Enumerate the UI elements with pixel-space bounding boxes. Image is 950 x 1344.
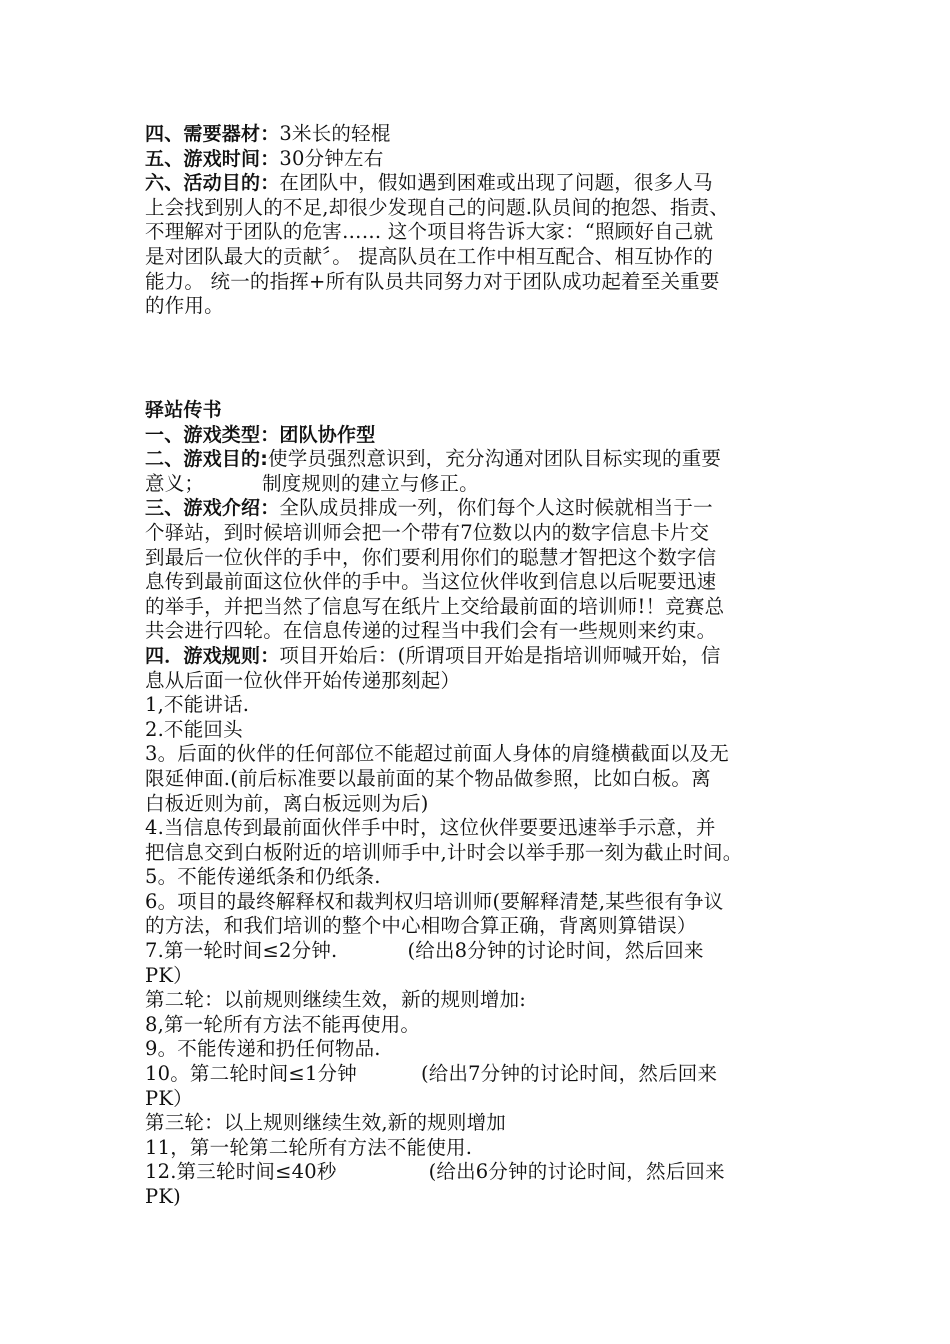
- purpose-text-line: 上会找到别人的不足,却很少发现自己的问题.队员间的抱怨、指责、: [145, 195, 730, 219]
- round3-rule: 12.第三轮时间≤40秒: [145, 1160, 337, 1184]
- round2-line: 8,第一轮所有方法不能再使用。: [145, 1012, 421, 1036]
- rule-line: 5。不能传递纸条和仍纸条.: [145, 865, 381, 889]
- goal-text: 意义；: [145, 471, 205, 495]
- round3-note-end: PK): [145, 1185, 181, 1208]
- round3-time-line: [145, 1160, 815, 1185]
- rule-line: 白板近则为前，离白板远则为后): [145, 791, 429, 815]
- rule-line: 限延伸面.(前后标准要以最前面的某个物品做参照，比如白板。离: [145, 766, 711, 790]
- purpose-text-line: 的作用。: [145, 294, 224, 318]
- intro-text: 全队成员排成一列，你们每个人这时候就相当于一: [279, 496, 713, 520]
- rule-line: 2.不能回头: [145, 717, 243, 741]
- time-line: [145, 147, 815, 172]
- purpose-line: [145, 171, 815, 196]
- round2-time-line: [145, 1062, 815, 1087]
- goal-line-2: [145, 472, 815, 497]
- intro-line: [145, 496, 815, 521]
- rules-line: [145, 644, 815, 669]
- intro-text-line: 息传到最前面这位伙伴的手中。当这位伙伴收到信息以后呢要迅速: [145, 570, 717, 594]
- rule-line: 的方法，和我们培训的整个中心相吻合算正确，背离则算错误）: [145, 914, 697, 938]
- section-b: [145, 398, 815, 1210]
- rule-line: 3。后面的伙伴的任何部位不能超过前面人身体的肩缝横截面以及无: [145, 742, 729, 766]
- time-value: 30分钟左右: [279, 146, 384, 170]
- goal-label: 二、游戏目的:: [145, 448, 268, 471]
- round2-rule: 10。第二轮时间≤1分钟: [145, 1062, 357, 1086]
- time-label: 五、游戏时间：: [145, 147, 280, 170]
- rule-line: 把信息交到白板附近的培训师手中,计时会以举手那一刻为截止时间。: [145, 840, 743, 864]
- round2-note-end: PK）: [145, 1086, 193, 1110]
- rules-label: 四．游戏规则：: [145, 644, 280, 667]
- purpose-label: 六、活动目的：: [145, 172, 280, 195]
- purpose-text-line: 在团队中，假如遇到困难或出现了问题，很多人马: [279, 171, 713, 195]
- goal-line: [145, 447, 815, 472]
- round3-note: (给出6分钟的讨论时间，然后回来: [428, 1160, 725, 1184]
- intro-text-line: 个驿站，到时候培训师会把一个带有7位数以内的数字信息卡片交: [145, 520, 710, 544]
- rule-line: 1,不能讲话.: [145, 693, 250, 717]
- goal-text: 使学员强烈意识到，充分沟通对团队目标实现的重要: [268, 447, 722, 471]
- rule-line: 息从后面一位伙伴开始传递那刻起）: [145, 668, 461, 692]
- equipment-value: 3米长的轻棍: [279, 122, 391, 145]
- equipment-line: [145, 122, 815, 147]
- round1-rule: 7.第一轮时间≤2分钟.: [145, 939, 338, 963]
- purpose-text-line: 能力。 统一的指挥+所有队员共同努力对于团队成功起着至关重要: [145, 269, 720, 293]
- intro-text-line: 共会进行四轮。在信息传递的过程当中我们会有一些规则来约束。: [145, 619, 717, 643]
- round3-line: 第三轮：以上规则继续生效,新的规则增加: [145, 1111, 506, 1135]
- equipment-label: 四、需要器材：: [145, 123, 280, 145]
- purpose-text-line: 不理解对于团队的危害…… 这个项目将告诉大家：“照顾好自己就: [145, 220, 714, 244]
- goal-text: 制度规则的建立与修正。: [262, 471, 479, 495]
- round2-line: 第二轮：以前规则继续生效，新的规则增加:: [145, 988, 527, 1012]
- section-a: [145, 122, 815, 319]
- intro-text-line: 到最后一位伙伴的手中，你们要利用你们的聪慧才智把这个数字信: [145, 545, 717, 569]
- round3-line: 11，第一轮第二轮所有方法不能使用.: [145, 1135, 473, 1159]
- section-title: 驿站传书: [145, 399, 222, 421]
- rule-line: 6。项目的最终解释权和裁判权归培训师(要解释清楚,某些很有争议: [145, 889, 724, 913]
- round2-line: 9。不能传递和扔任何物品.: [145, 1037, 381, 1061]
- rules-text: 项目开始后：(所谓项目开始是指培训师喊开始，信: [279, 643, 721, 667]
- round1-note-end: PK）: [145, 963, 193, 987]
- intro-text-line: 的举手，并把当然了信息写在纸片上交给最前面的培训师!！竞赛总: [145, 594, 725, 618]
- intro-label: 三、游戏介绍：: [145, 497, 280, 520]
- rule-line: 4.当信息传到最前面伙伴手中时，这位伙伴要要迅速举手示意，并: [145, 816, 716, 840]
- type-line: 一、游戏类型：团队协作型: [145, 423, 376, 446]
- purpose-text-line: 是对团队最大的贡献〞。 提高队员在工作中相互配合、相互协作的: [145, 244, 713, 268]
- round1-note: (给出8分钟的讨论时间，然后回来: [407, 939, 704, 963]
- round2-note: (给出7分钟的讨论时间，然后回来: [420, 1062, 718, 1086]
- round1-line: [145, 939, 815, 964]
